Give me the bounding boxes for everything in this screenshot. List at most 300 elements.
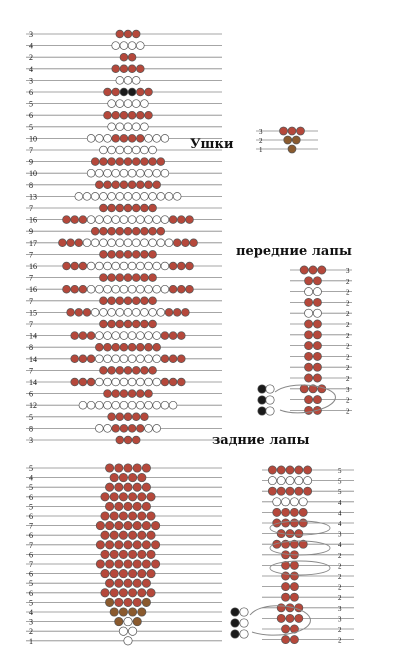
body-bead	[153, 135, 161, 143]
body-row-number: 7	[29, 250, 33, 260]
body-bead	[120, 378, 128, 386]
front_leg-bead	[313, 374, 321, 382]
body-row-number: 6	[29, 88, 33, 97]
body-bead	[110, 550, 118, 558]
body-bead	[136, 401, 144, 409]
hind_leg-bead	[290, 572, 298, 580]
front-paw-black-bead	[258, 407, 266, 415]
body-row-number: 16	[29, 215, 37, 225]
body-bead	[120, 355, 128, 363]
body-bead	[63, 285, 71, 293]
body-bead	[128, 608, 136, 616]
body-bead	[149, 251, 157, 259]
body-bead	[119, 627, 127, 635]
hind_leg-bead	[299, 519, 307, 527]
body-bead	[100, 158, 108, 166]
body-bead	[133, 579, 141, 587]
body-bead	[161, 332, 169, 340]
body-bead	[128, 355, 136, 363]
body-bead	[91, 193, 99, 201]
body-bead	[91, 227, 99, 235]
body-bead	[141, 204, 149, 212]
body-bead	[116, 146, 124, 154]
hind_leg-row-number: 2	[338, 573, 342, 581]
body-bead	[79, 262, 87, 270]
ears-label: Ушки	[190, 137, 234, 152]
body-bead	[132, 367, 140, 375]
front-leg-pattern	[290, 266, 352, 416]
body-bead	[151, 541, 159, 549]
body-row-number: 16	[29, 262, 37, 271]
body-bead	[124, 637, 132, 645]
body-bead	[128, 569, 136, 577]
hind_leg-bead	[290, 508, 298, 516]
hind_leg-bead	[282, 583, 290, 591]
body-bead	[91, 158, 99, 166]
body-bead	[124, 274, 132, 282]
body-bead	[142, 560, 150, 568]
body-bead	[120, 332, 128, 340]
hind_leg-bead	[277, 604, 285, 612]
body-bead	[112, 181, 120, 189]
body-row-number: 8	[29, 343, 33, 353]
body-bead	[138, 608, 146, 616]
body-row-number: 5	[29, 99, 33, 109]
body-bead	[119, 550, 127, 558]
body-bead	[104, 111, 112, 119]
body-row-number: 3	[29, 76, 33, 86]
hind_leg-bead	[304, 477, 312, 485]
body-bead	[177, 262, 185, 270]
body-bead	[136, 88, 144, 96]
front_leg-bead	[313, 288, 321, 296]
body-row-number: 7	[29, 540, 33, 550]
body-bead	[112, 262, 120, 270]
body-bead	[124, 309, 132, 317]
hind_leg-row-number: 4	[338, 509, 342, 518]
body-bead	[128, 378, 136, 386]
body-bead	[79, 378, 87, 386]
body-bead	[124, 436, 132, 444]
hind_leg-bead	[295, 477, 303, 485]
body-bead	[120, 285, 128, 293]
front_leg-bead	[305, 298, 313, 306]
body-bead	[147, 493, 155, 501]
body-bead	[71, 332, 79, 340]
ears-bead	[288, 127, 296, 135]
body-bead	[149, 239, 157, 247]
body-row-number: 10	[29, 169, 37, 179]
body-bead	[138, 531, 146, 539]
body-bead	[128, 285, 136, 293]
front_leg-bead	[305, 309, 313, 317]
front-paw-black-bead	[258, 385, 266, 393]
body-bead	[133, 502, 141, 510]
front_leg-bead	[305, 374, 313, 382]
body-pattern	[26, 30, 222, 646]
body-bead	[67, 239, 75, 247]
front_leg-row-number: 2	[346, 364, 350, 373]
body-bead	[169, 216, 177, 224]
body-bead	[95, 285, 103, 293]
hind_leg-bead	[273, 498, 281, 506]
body-bead	[138, 493, 146, 501]
body-bead	[142, 541, 150, 549]
body-row-number: 14	[29, 331, 37, 341]
body-bead	[186, 262, 194, 270]
body-bead	[120, 111, 128, 119]
hind_leg-bead	[304, 487, 312, 495]
body-bead	[116, 239, 124, 247]
body-bead	[110, 608, 118, 616]
hind_leg-bead	[277, 614, 285, 622]
front_leg-row-number: 2	[346, 396, 350, 405]
body-bead	[116, 204, 124, 212]
body-bead	[147, 512, 155, 520]
body-bead	[145, 343, 153, 351]
body-bead	[115, 521, 123, 529]
body-bead	[75, 309, 83, 317]
body-bead	[116, 158, 124, 166]
body-bead	[173, 193, 181, 201]
body-bead	[138, 569, 146, 577]
body-bead	[124, 541, 132, 549]
body-bead	[132, 204, 140, 212]
body-bead	[79, 332, 87, 340]
body-bead	[95, 135, 103, 143]
body-row-number: 7	[29, 146, 33, 155]
body-bead	[138, 512, 146, 520]
front_leg-bead	[313, 342, 321, 350]
body-bead	[138, 473, 146, 481]
front_leg-bead	[305, 363, 313, 371]
body-bead	[108, 239, 116, 247]
body-bead	[128, 531, 136, 539]
hind_leg-bead	[268, 487, 276, 495]
body-bead	[141, 274, 149, 282]
body-bead	[142, 598, 150, 606]
body-bead	[145, 285, 153, 293]
body-row-number: 3	[29, 30, 33, 39]
hind_leg-bead	[286, 614, 294, 622]
body-row-number: 6	[29, 531, 33, 541]
body-row-number: 14	[29, 378, 37, 387]
hind-leg-pattern	[262, 466, 354, 645]
hind_leg-row-number: 2	[338, 551, 342, 560]
body-bead	[132, 77, 140, 85]
body-bead	[91, 239, 99, 247]
hind_leg-row-number: 2	[338, 636, 342, 645]
hind_leg-bead	[277, 477, 285, 485]
body-bead	[153, 285, 161, 293]
body-bead	[116, 100, 124, 108]
body-bead	[115, 502, 123, 510]
body-row-number: 7	[29, 320, 33, 329]
body-bead	[136, 378, 144, 386]
body-bead	[169, 285, 177, 293]
body-bead	[136, 390, 144, 398]
body-bead	[128, 550, 136, 558]
body-bead	[75, 193, 83, 201]
body-bead	[108, 413, 116, 421]
body-bead	[161, 355, 169, 363]
body-bead	[145, 181, 153, 189]
body-bead	[136, 355, 144, 363]
body-bead	[141, 100, 149, 108]
body-bead	[124, 297, 132, 305]
body-bead	[105, 560, 113, 568]
body-bead	[136, 181, 144, 189]
body-bead	[71, 355, 79, 363]
body-row-number: 5	[29, 483, 33, 493]
front_leg-bead	[313, 309, 321, 317]
hind_leg-bead	[282, 508, 290, 516]
body-bead	[141, 309, 149, 317]
body-bead	[128, 390, 136, 398]
body-bead	[128, 181, 136, 189]
body-bead	[190, 239, 198, 247]
body-bead	[153, 355, 161, 363]
body-bead	[136, 216, 144, 224]
body-bead	[112, 355, 120, 363]
body-bead	[95, 425, 103, 433]
body-bead	[116, 297, 124, 305]
body-bead	[149, 204, 157, 212]
body-bead	[132, 158, 140, 166]
body-row-number: 7	[29, 204, 33, 213]
hind_leg-bead	[282, 519, 290, 527]
body-bead	[116, 30, 124, 38]
body-bead	[120, 262, 128, 270]
body-bead	[128, 589, 136, 597]
body-bead	[112, 216, 120, 224]
body-bead	[116, 436, 124, 444]
body-row-number: 10	[29, 134, 37, 144]
hind_leg-row-number: 2	[338, 562, 342, 571]
hind_leg-bead	[295, 530, 303, 538]
body-bead	[128, 135, 136, 143]
body-bead	[67, 309, 75, 317]
body-bead	[116, 320, 124, 328]
body-bead	[161, 135, 169, 143]
front_leg-bead	[313, 298, 321, 306]
body-bead	[141, 251, 149, 259]
body-bead	[132, 146, 140, 154]
body-bead	[112, 390, 120, 398]
body-bead	[120, 343, 128, 351]
body-bead	[173, 309, 181, 317]
front_leg-row-number: 2	[346, 375, 350, 383]
body-bead	[153, 343, 161, 351]
ears-row-number: 3	[259, 128, 263, 136]
body-bead	[138, 550, 146, 558]
hind_leg-bead	[290, 519, 298, 527]
body-bead	[95, 332, 103, 340]
body-bead	[153, 216, 161, 224]
body-bead	[120, 425, 128, 433]
body-bead	[132, 30, 140, 38]
body-bead	[83, 193, 91, 201]
body-bead	[169, 332, 177, 340]
body-bead	[101, 589, 109, 597]
body-bead	[165, 193, 173, 201]
body-bead	[165, 309, 173, 317]
body-bead	[108, 309, 116, 317]
body-bead	[115, 464, 123, 472]
body-bead	[147, 569, 155, 577]
body-bead	[101, 512, 109, 520]
body-bead	[108, 123, 116, 131]
body-bead	[132, 227, 140, 235]
body-bead	[147, 531, 155, 539]
body-bead	[153, 332, 161, 340]
body-bead	[136, 285, 144, 293]
hind-paw-black-bead	[231, 619, 239, 627]
body-bead	[128, 169, 136, 177]
body-bead	[100, 274, 108, 282]
body-bead	[75, 239, 83, 247]
hind_leg-bead	[286, 487, 294, 495]
body-bead	[96, 521, 104, 529]
body-row-number: 3	[29, 617, 33, 627]
body-bead	[145, 401, 153, 409]
body-bead	[108, 367, 116, 375]
body-bead	[108, 227, 116, 235]
body-bead	[119, 608, 127, 616]
body-bead	[108, 100, 116, 108]
body-bead	[128, 493, 136, 501]
hind_leg-bead	[282, 593, 290, 601]
body-bead	[87, 135, 95, 143]
hind_leg-row-number: 2	[338, 594, 342, 603]
hind_leg-bead	[290, 583, 298, 591]
body-bead	[116, 367, 124, 375]
hind-paw-white-bead	[240, 630, 248, 638]
body-bead	[79, 401, 87, 409]
body-bead	[100, 227, 108, 235]
hind_leg-bead	[286, 477, 294, 485]
front_leg-row-number: 2	[346, 277, 350, 286]
body-bead	[161, 169, 169, 177]
body-bead	[124, 598, 132, 606]
body-bead	[119, 473, 127, 481]
body-row-number: 4	[29, 473, 33, 483]
body-bead	[79, 285, 87, 293]
body-bead	[108, 297, 116, 305]
body-bead	[120, 65, 128, 73]
body-bead	[100, 251, 108, 259]
front_leg-bead	[309, 266, 317, 274]
body-bead	[136, 111, 144, 119]
body-bead	[112, 401, 120, 409]
body-bead	[145, 262, 153, 270]
body-bead	[147, 550, 155, 558]
body-bead	[186, 216, 194, 224]
body-bead	[128, 401, 136, 409]
body-bead	[95, 343, 103, 351]
body-row-number: 2	[29, 53, 33, 63]
body-bead	[116, 413, 124, 421]
body-bead	[71, 378, 79, 386]
body-row-number: 6	[29, 492, 33, 502]
body-bead	[87, 401, 95, 409]
body-bead	[104, 343, 112, 351]
hind_leg-row-number: 3	[338, 530, 342, 539]
body-bead	[133, 560, 141, 568]
hind-paw-white-bead	[240, 608, 248, 616]
body-bead	[120, 216, 128, 224]
body-bead	[149, 193, 157, 201]
body-row-number: 4	[29, 41, 33, 51]
body-bead	[145, 390, 153, 398]
body-bead	[95, 181, 103, 189]
body-bead	[115, 579, 123, 587]
body-bead	[133, 464, 141, 472]
body-bead	[112, 378, 120, 386]
body-bead	[128, 111, 136, 119]
body-bead	[124, 413, 132, 421]
ears-bead	[292, 136, 300, 144]
body-bead	[141, 297, 149, 305]
hind_leg-row-number: 2	[338, 626, 342, 634]
body-bead	[100, 146, 108, 154]
body-bead	[153, 181, 161, 189]
front_leg-bead	[318, 266, 326, 274]
body-bead	[149, 297, 157, 305]
body-row-number: 6	[29, 569, 33, 579]
body-bead	[119, 512, 127, 520]
body-bead	[95, 262, 103, 270]
hind_leg-bead	[282, 572, 290, 580]
body-bead	[116, 227, 124, 235]
front_leg-bead	[305, 288, 313, 296]
body-bead	[153, 262, 161, 270]
body-bead	[124, 502, 132, 510]
body-bead	[169, 262, 177, 270]
body-bead	[71, 285, 79, 293]
body-bead	[95, 216, 103, 224]
hind_leg-row-number: 4	[338, 498, 342, 507]
body-bead	[149, 320, 157, 328]
body-bead	[149, 309, 157, 317]
body-bead	[136, 343, 144, 351]
body-bead	[96, 560, 104, 568]
hind_leg-bead	[290, 498, 298, 506]
body-row-number: 9	[29, 157, 33, 167]
body-row-number: 5	[29, 579, 33, 589]
body-bead	[112, 343, 120, 351]
body-bead	[128, 88, 136, 96]
body-bead	[133, 617, 141, 625]
body-bead	[87, 285, 95, 293]
body-bead	[79, 216, 87, 224]
body-row-number: 7	[29, 521, 33, 531]
body-bead	[124, 77, 132, 85]
body-bead	[169, 378, 177, 386]
body-bead	[87, 262, 95, 270]
hind_leg-bead	[295, 466, 303, 474]
hind_leg-row-number: 2	[338, 583, 342, 592]
body-bead	[124, 320, 132, 328]
body-bead	[145, 378, 153, 386]
front_leg-row-number: 2	[346, 331, 350, 340]
body-bead	[112, 111, 120, 119]
body-bead	[141, 239, 149, 247]
front_leg-bead	[305, 352, 313, 360]
body-bead	[83, 239, 91, 247]
body-bead	[120, 181, 128, 189]
front_leg-bead	[305, 342, 313, 350]
